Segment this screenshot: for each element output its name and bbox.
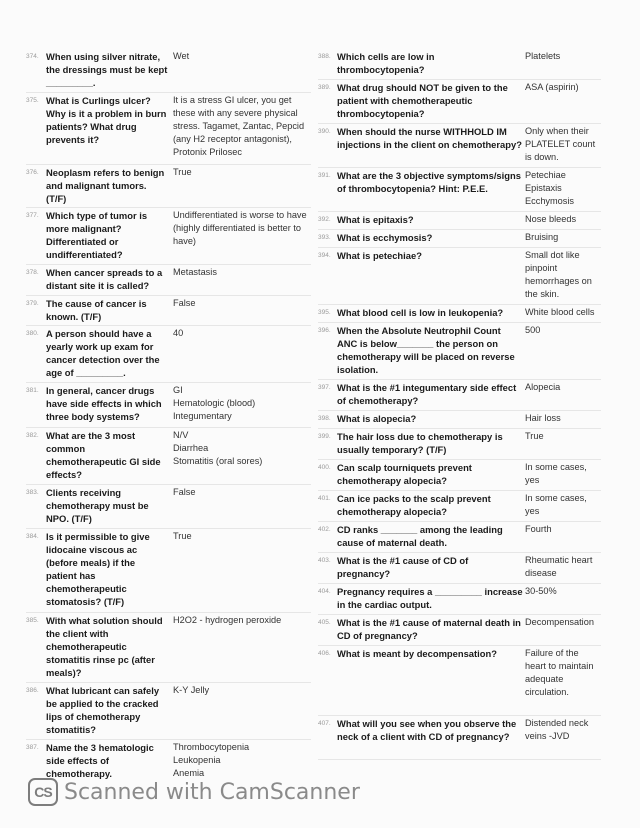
answer: White blood cells <box>525 307 595 317</box>
item-number: 402. <box>318 526 331 533</box>
question: Clients receiving chemotherapy must be NPO. (T/F) <box>46 487 149 524</box>
item-number: 399. <box>318 433 331 440</box>
answer: Fourth <box>525 524 552 534</box>
question: CD ranks _______ among the leading cause of maternal death. <box>337 524 503 548</box>
flashcard-row <box>318 324 601 380</box>
answer: 30-50% <box>525 586 557 596</box>
flashcard-row <box>318 492 601 522</box>
item-number: 396. <box>318 327 331 334</box>
item-number: 382. <box>26 432 39 439</box>
flashcard-row <box>318 412 601 429</box>
answer: Hair loss <box>525 413 561 423</box>
answer: Nose bleeds <box>525 214 577 224</box>
answer: Bruising <box>525 232 559 242</box>
item-number: 377. <box>26 212 39 219</box>
answer: Undifferentiated is worse to have (highly differentiated is better to have) <box>173 210 307 246</box>
item-number: 407. <box>318 720 331 727</box>
flashcard-row <box>26 684 311 740</box>
question: What are the 3 objective symptoms/signs of thrombocytopenia? Hint: P.E.E. <box>337 170 521 194</box>
answer: Platelets <box>525 51 561 61</box>
answer: Only when their PLATELET count is down. <box>525 126 596 162</box>
item-number: 394. <box>318 252 331 259</box>
answer: 40 <box>173 328 184 338</box>
question: Is it permissible to give lidocaine viscous ac (before meals) if the patient has chemotherapeutic stomatosis? (T/F) <box>46 531 150 607</box>
question: What is the #1 cause of maternal death in CD of pregnancy? <box>337 617 521 641</box>
flashcard-row <box>318 50 601 80</box>
flashcard-row <box>318 125 601 168</box>
item-number: 404. <box>318 588 331 595</box>
answer: Distended neck veins -JVD <box>525 718 589 741</box>
item-number: 376. <box>26 169 39 176</box>
question: What blood cell is low in leukopenia? <box>337 307 504 318</box>
flashcard-row <box>26 94 311 165</box>
item-number: 381. <box>26 387 39 394</box>
flashcard-row <box>318 381 601 411</box>
question: What drug should NOT be given to the patient with chemotherapeutic thrombocytopenia? <box>337 82 508 119</box>
item-number: 398. <box>318 415 331 422</box>
answer: Wet <box>173 51 190 61</box>
question: Which type of tumor is more malignant? Differentiated or undifferentiated? <box>46 210 148 260</box>
question: What is meant by decompensation? <box>337 648 497 659</box>
answer: Petechiae Epistaxis Ecchymosis <box>525 170 575 206</box>
question: The hair loss due to chemotherapy is usually temporary? (T/F) <box>337 431 503 455</box>
flashcard-row <box>318 430 601 460</box>
flashcard-row <box>26 297 311 326</box>
answer: Alopecia <box>525 382 561 392</box>
camscanner-logo-icon: CS <box>28 778 58 806</box>
item-number: 397. <box>318 384 331 391</box>
answer: True <box>173 531 192 541</box>
question: With what solution should the client with chemotherapeutic stomatitis rinse pc (after meals)? <box>46 615 163 678</box>
item-number: 406. <box>318 650 331 657</box>
question: What is petechiae? <box>337 250 422 261</box>
item-number: 389. <box>318 84 331 91</box>
item-number: 387. <box>26 744 39 751</box>
item-number: 375. <box>26 97 39 104</box>
flashcard-row <box>26 166 311 208</box>
item-number: 383. <box>26 489 39 496</box>
answer: It is a stress GI ulcer, you get these with any severe physical stress. Tagamet, Zantac, Pepcid (any H2 receptor antagonist), Protonix Prilosec <box>173 95 305 157</box>
answer: False <box>173 487 196 497</box>
flashcard-row <box>318 81 601 124</box>
flashcard-row <box>318 717 601 760</box>
question: When cancer spreads to a distant site it is called? <box>46 267 163 291</box>
flashcard-row <box>26 384 311 428</box>
item-number: 400. <box>318 464 331 471</box>
answer: In some cases, yes <box>525 462 587 485</box>
flashcard-row <box>26 266 311 296</box>
question: What is ecchymosis? <box>337 232 433 243</box>
camscanner-watermark <box>28 776 360 808</box>
answer: False <box>173 298 196 308</box>
flashcard-row <box>318 523 601 553</box>
flashcard-row <box>26 50 311 93</box>
question: What will you see when you observe the neck of a client with CD of pregnancy? <box>337 718 517 742</box>
flashcard-row <box>318 554 601 584</box>
flashcard-row <box>318 616 601 646</box>
item-number: 386. <box>26 687 39 694</box>
question: What is Curlings ulcer? Why is it a problem in burn patients? What drug prevents it? <box>46 95 167 145</box>
question: When the Absolute Neutrophil Count ANC is below_______ the person on chemotherapy will be placed on reverse isolation. <box>337 325 515 375</box>
item-number: 378. <box>26 269 39 276</box>
question: What lubricant can safely be applied to the cracked lips of chemotherapy stomatitis? <box>46 685 160 735</box>
item-number: 401. <box>318 495 331 502</box>
question: Pregnancy requires a _________ increase in the cardiac output. <box>337 586 523 610</box>
question: When should the nurse WITHHOLD IM injections in the client on chemotherapy? <box>337 126 522 150</box>
item-number: 385. <box>26 617 39 624</box>
answer: ASA (aspirin) <box>525 82 579 92</box>
item-number: 393. <box>318 234 331 241</box>
flashcard-row <box>318 213 601 230</box>
answer: In some cases, yes <box>525 493 587 516</box>
watermark-text: Scanned with CamScanner <box>64 779 360 805</box>
flashcard-row <box>26 486 311 529</box>
flashcard-row <box>318 461 601 491</box>
question: Name the 3 hematologic side effects of chemotherapy. <box>46 742 154 779</box>
question: The cause of cancer is known. (T/F) <box>46 298 147 322</box>
item-number: 384. <box>26 533 39 540</box>
answer: 500 <box>525 325 541 335</box>
item-number: 379. <box>26 300 39 307</box>
flashcard-row <box>318 585 601 615</box>
item-number: 380. <box>26 330 39 337</box>
flashcard-row <box>26 429 311 485</box>
flashcard-row <box>26 327 311 383</box>
item-number: 395. <box>318 309 331 316</box>
answer: Thrombocytopenia Leukopenia Anemia <box>173 742 250 778</box>
answer: Rheumatic heart disease <box>525 555 593 578</box>
flashcard-row <box>318 249 601 305</box>
flashcard-row <box>318 647 601 716</box>
answer: Metastasis <box>173 267 217 277</box>
item-number: 392. <box>318 216 331 223</box>
question: What is the #1 cause of CD of pregnancy? <box>337 555 469 579</box>
flashcard-row <box>318 306 601 323</box>
item-number: 405. <box>318 619 331 626</box>
flashcard-row <box>26 614 311 683</box>
question: When using silver nitrate, the dressings must be kept _________. <box>46 51 168 88</box>
answer: N/V Diarrhea Stomatitis (oral sores) <box>173 430 263 466</box>
answer: H2O2 - hydrogen peroxide <box>173 615 282 625</box>
item-number: 390. <box>318 128 331 135</box>
question: Neoplasm refers to benign and malignant tumors. (T/F) <box>46 167 165 204</box>
question: Can scalp tourniquets prevent chemotherapy alopecia? <box>337 462 472 486</box>
answer: GI Hematologic (blood) Integumentary <box>173 385 256 421</box>
flashcard-row <box>318 231 601 248</box>
question: A person should have a yearly work up exam for cancer detection over the age of _________. <box>46 328 160 378</box>
item-number: 388. <box>318 53 331 60</box>
question: Can ice packs to the scalp prevent chemotherapy alopecia? <box>337 493 491 517</box>
flashcard-row <box>26 530 311 613</box>
answer: K-Y Jelly <box>173 685 210 695</box>
answer: True <box>525 431 544 441</box>
answer: Small dot like pinpoint hemorrhages on the skin. <box>525 250 592 299</box>
flashcard-row <box>26 209 311 265</box>
question: What is epitaxis? <box>337 214 414 225</box>
item-number: 403. <box>318 557 331 564</box>
question: What are the 3 most common chemotherapeutic GI side effects? <box>46 430 161 480</box>
item-number: 374. <box>26 53 39 60</box>
question: What is the #1 integumentary side effect of chemotherapy? <box>337 382 517 406</box>
question: Which cells are low in thrombocytopenia? <box>337 51 435 75</box>
item-number: 391. <box>318 172 331 179</box>
answer: Decompensation <box>525 617 594 627</box>
flashcard-row <box>318 169 601 212</box>
answer: True <box>173 167 192 177</box>
answer: Failure of the heart to maintain adequate circulation. <box>525 648 594 697</box>
question: In general, cancer drugs have side effects in which three body systems? <box>46 385 162 422</box>
question: What is alopecia? <box>337 413 417 424</box>
